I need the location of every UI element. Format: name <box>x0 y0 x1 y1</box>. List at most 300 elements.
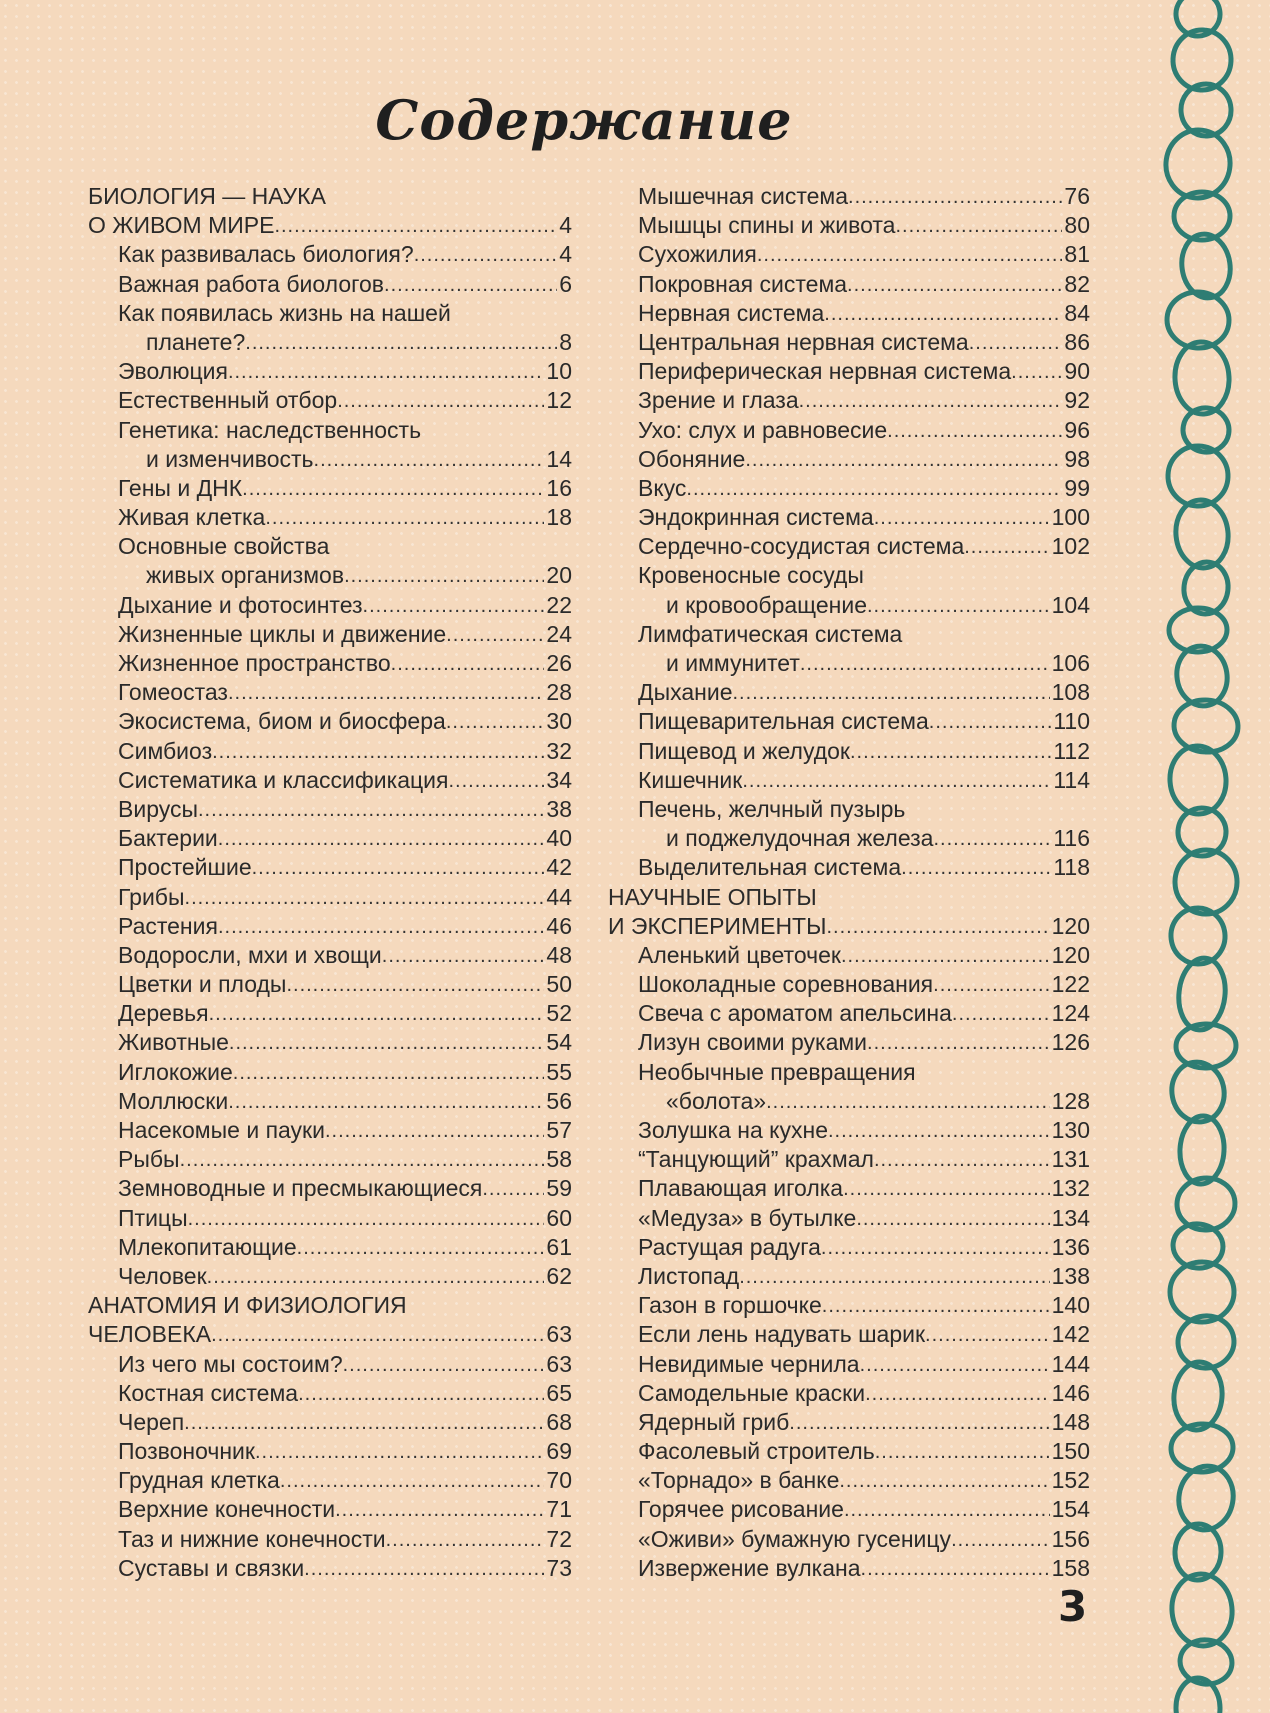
toc-entry-title: Вкус <box>638 474 687 501</box>
toc-entry <box>88 1379 572 1408</box>
toc-entry <box>88 1466 572 1495</box>
toc-entry-page: 96 <box>1064 416 1090 443</box>
toc-entry <box>88 1058 572 1087</box>
toc-dot-leader <box>867 592 1050 621</box>
toc-dot-leader <box>335 1496 544 1525</box>
toc-dot-leader <box>933 825 1051 854</box>
toc-entry <box>608 620 1090 649</box>
toc-entry <box>608 853 1090 882</box>
toc-entry-page: 150 <box>1051 1438 1090 1465</box>
toc-entry-title: И ЭКСПЕРИМЕНТЫ <box>608 912 827 939</box>
toc-entry-page: 102 <box>1051 533 1090 560</box>
toc-entry <box>88 1116 572 1145</box>
toc-dot-leader <box>198 796 544 825</box>
toc-entry-page: 24 <box>546 620 572 647</box>
toc-dot-leader <box>901 854 1051 883</box>
toc-dot-leader <box>211 1321 544 1350</box>
toc-dot-leader <box>850 738 1051 767</box>
toc-entry-title: Зрение и глаза <box>638 387 799 414</box>
toc-dot-leader <box>218 913 544 942</box>
toc-entry-page: 68 <box>546 1408 572 1435</box>
toc-entry-title: Моллюски <box>118 1087 229 1114</box>
toc-dot-leader <box>180 1146 545 1175</box>
toc-entry-page: 6 <box>559 270 572 297</box>
toc-entry <box>88 941 572 970</box>
toc-entry <box>88 532 572 561</box>
page-number: 3 <box>1058 1582 1088 1631</box>
toc-entry <box>88 1495 572 1524</box>
toc-entry <box>88 386 572 415</box>
toc-entry-title: Свеча с ароматом апельсина <box>638 1000 952 1027</box>
toc-dot-leader <box>824 300 1062 329</box>
toc-entry <box>608 445 1090 474</box>
toc-entry-page: 148 <box>1051 1408 1090 1435</box>
toc-entry-page: 112 <box>1053 737 1090 764</box>
toc-entry-title: Если лень надувать шарик <box>638 1321 926 1348</box>
toc-entry <box>608 328 1090 357</box>
toc-entry-title: Живая клетка <box>118 504 266 531</box>
toc-entry <box>88 824 572 853</box>
toc-dot-leader <box>343 1351 545 1380</box>
toc-entry-page: 16 <box>546 474 572 501</box>
toc-dot-leader <box>874 1146 1050 1175</box>
toc-dot-leader <box>1011 358 1062 387</box>
toc-entry-title: Центральная нервная система <box>638 328 969 355</box>
toc-dot-leader <box>297 1234 545 1263</box>
toc-section-heading <box>88 1320 572 1349</box>
toc-entry-title: АНАТОМИЯ И ФИЗИОЛОГИЯ <box>88 1292 407 1319</box>
toc-entry <box>608 1554 1090 1583</box>
toc-entry <box>608 1174 1090 1203</box>
toc-entry-page: 120 <box>1051 941 1090 968</box>
toc-entry <box>608 591 1090 620</box>
toc-entry-page: 12 <box>546 387 572 414</box>
toc-entry-title: Растущая радуга <box>638 1233 821 1260</box>
toc-entry-page: 130 <box>1051 1117 1090 1143</box>
toc-entry <box>608 1408 1090 1437</box>
toc-entry-page: 86 <box>1064 328 1090 355</box>
toc-entry <box>88 270 572 299</box>
toc-dot-leader <box>207 1263 545 1292</box>
toc-entry <box>608 737 1090 766</box>
toc-entry <box>608 299 1090 328</box>
toc-entry-title: «Оживи» бумажную гусеницу <box>638 1525 952 1552</box>
chain-ring <box>1170 1262 1234 1322</box>
toc-entry <box>88 416 572 445</box>
toc-entry <box>608 211 1090 240</box>
decorative-chain-border <box>1140 0 1270 1713</box>
toc-entry <box>608 357 1090 386</box>
toc-entry <box>88 445 572 474</box>
toc-entry-title: Гомеостаз <box>118 679 228 706</box>
toc-entry-title: Из чего мы состоим? <box>118 1350 343 1377</box>
toc-entry-title: Рыбы <box>118 1146 180 1173</box>
toc-dot-leader <box>228 1088 544 1117</box>
toc-entry-page: 116 <box>1053 825 1090 852</box>
toc-section-heading <box>88 182 572 211</box>
toc-entry-title: Необычные превращения <box>638 1058 916 1085</box>
toc-section-heading <box>608 883 1090 912</box>
chain-ring <box>1175 956 1228 1032</box>
toc-entry-page: 76 <box>1064 183 1090 209</box>
toc-entry-page: 18 <box>546 504 572 531</box>
toc-dot-leader <box>314 446 545 475</box>
toc-entry-title: Шоколадные соревнования <box>638 971 934 998</box>
toc-entry-page: 72 <box>546 1525 572 1552</box>
toc-entry <box>88 912 572 941</box>
toc-entry-title: и изменчивость <box>146 445 314 472</box>
toc-entry <box>88 503 572 532</box>
toc-entry-title: Жизненное пространство <box>118 650 391 676</box>
toc-entry-title: Кишечник <box>638 766 743 793</box>
toc-dot-leader <box>304 1555 544 1584</box>
toc-entry-title: Растения <box>118 912 218 939</box>
toc-entry-page: 60 <box>546 1204 572 1231</box>
toc-entry-page: 48 <box>546 941 572 968</box>
toc-entry <box>608 1204 1090 1233</box>
toc-entry-title: Печень, желчный пузырь <box>638 795 906 822</box>
toc-entry-title: Кровеносные сосуды <box>638 562 864 589</box>
toc-dot-leader <box>739 1263 1049 1292</box>
toc-dot-leader <box>951 1526 1050 1555</box>
toc-entry-page: 20 <box>546 562 572 589</box>
toc-entry <box>88 1204 572 1233</box>
toc-entry-title: Покровная система <box>638 270 848 297</box>
toc-entry-title: Череп <box>118 1408 185 1435</box>
chain-ring <box>1174 849 1237 914</box>
toc-entry <box>608 1028 1090 1057</box>
toc-entry-title: Простейшие <box>118 854 252 881</box>
toc-dot-leader <box>228 679 544 708</box>
toc-dot-leader <box>839 1467 1049 1496</box>
toc-entry-page: 55 <box>546 1058 572 1085</box>
toc-entry <box>608 1145 1090 1174</box>
toc-entry-page: 4 <box>559 212 572 239</box>
toc-dot-leader <box>448 767 544 796</box>
toc-entry-page: 158 <box>1051 1554 1090 1581</box>
toc-entry-title: Выделительная система <box>638 854 902 881</box>
toc-entry-page: 56 <box>546 1087 572 1114</box>
toc-entry-page: 136 <box>1051 1233 1090 1260</box>
toc-entry <box>88 591 572 620</box>
toc-entry <box>608 532 1090 561</box>
toc-entry-title: Как развивалась биология? <box>118 241 414 268</box>
toc-dot-leader <box>229 1029 545 1058</box>
toc-entry-title: Вирусы <box>118 795 198 822</box>
toc-dot-leader <box>255 1438 544 1467</box>
toc-column-left <box>88 182 572 1583</box>
chain-ring <box>1168 1571 1235 1649</box>
toc-entry-title: «болота» <box>666 1087 767 1114</box>
toc-entry-title: Лимфатическая система <box>638 620 903 647</box>
toc-entry-page: 63 <box>546 1321 572 1348</box>
toc-dot-leader <box>841 942 1050 971</box>
toc-dot-leader <box>757 241 1063 270</box>
toc-dot-leader <box>789 1409 1049 1438</box>
toc-entry-page: 92 <box>1064 387 1090 414</box>
toc-dot-leader <box>218 825 545 854</box>
toc-dot-leader <box>265 504 544 533</box>
toc-entry-title: Генетика: наследственность <box>118 416 422 443</box>
toc-entry-title: Насекомые и пауки <box>118 1117 325 1143</box>
toc-entry-page: 142 <box>1051 1321 1090 1348</box>
toc-entry <box>608 1291 1090 1320</box>
toc-dot-leader <box>969 329 1063 358</box>
toc-entry-title: Таз и нижние конечности <box>118 1525 386 1552</box>
toc-entry-title: и поджелудочная железа <box>666 825 934 852</box>
toc-entry-title: Земноводные и пресмыкающиеся <box>118 1175 483 1202</box>
toc-entry <box>88 1174 572 1203</box>
toc-entry <box>88 970 572 999</box>
toc-column-right <box>608 182 1090 1583</box>
toc-entry-page: 144 <box>1051 1350 1090 1377</box>
toc-entry <box>88 649 572 678</box>
toc-entry-title: Дыхание <box>638 679 733 706</box>
toc-entry <box>88 299 572 328</box>
toc-entry <box>608 1437 1090 1466</box>
toc-entry-page: 99 <box>1064 474 1090 501</box>
toc-dot-leader <box>964 533 1049 562</box>
toc-dot-leader <box>245 329 557 358</box>
toc-dot-leader <box>228 358 544 387</box>
toc-entry <box>88 678 572 707</box>
toc-entry-page: 73 <box>546 1554 572 1581</box>
toc-section-heading <box>608 912 1090 941</box>
toc-dot-leader <box>686 475 1062 504</box>
toc-entry-title: Мышечная система <box>638 183 849 209</box>
toc-entry-page: 146 <box>1051 1379 1090 1406</box>
toc-entry <box>88 1145 572 1174</box>
toc-entry-page: 62 <box>546 1262 572 1289</box>
toc-dot-leader <box>826 913 1049 942</box>
toc-dot-leader <box>391 650 545 679</box>
toc-entry <box>608 1262 1090 1291</box>
toc-dot-leader <box>446 621 544 650</box>
toc-entry <box>608 1058 1090 1087</box>
toc-entry-page: 22 <box>546 591 572 618</box>
toc-dot-leader <box>286 971 544 1000</box>
toc-entry <box>608 386 1090 415</box>
toc-dot-leader <box>847 271 1062 300</box>
toc-entry-title: Ядерный гриб <box>638 1408 790 1435</box>
toc-entry-page: 134 <box>1051 1204 1090 1231</box>
toc-section-heading <box>88 1291 572 1320</box>
toc-entry <box>88 1525 572 1554</box>
toc-entry-page: 108 <box>1051 679 1090 706</box>
toc-entry <box>88 853 572 882</box>
toc-dot-leader <box>848 183 1062 212</box>
toc-entry-title: НАУЧНЫЕ ОПЫТЫ <box>608 883 817 910</box>
toc-entry-title: Верхние конечности <box>118 1496 336 1523</box>
toc-entry-title: Грибы <box>118 883 185 910</box>
toc-entry <box>608 999 1090 1028</box>
toc-entry <box>88 240 572 269</box>
toc-entry-page: 126 <box>1051 1029 1090 1056</box>
toc-dot-leader <box>363 592 545 621</box>
toc-entry <box>88 474 572 503</box>
toc-entry <box>608 1233 1090 1262</box>
toc-entry-page: 26 <box>546 650 572 676</box>
toc-entry <box>608 766 1090 795</box>
toc-dot-leader <box>875 1438 1050 1467</box>
toc-entry-page: 104 <box>1051 591 1090 618</box>
toc-entry-title: Грудная клетка <box>118 1467 280 1494</box>
toc-entry-page: 98 <box>1064 445 1090 472</box>
page-title: Содержание <box>375 88 793 152</box>
toc-entry <box>88 795 572 824</box>
toc-entry <box>608 474 1090 503</box>
toc-dot-leader <box>212 738 544 767</box>
toc-dot-leader <box>843 1175 1050 1204</box>
toc-entry-title: Позвоночник <box>118 1438 255 1465</box>
toc-entry-page: 138 <box>1051 1262 1090 1289</box>
toc-entry-page: 10 <box>546 358 572 385</box>
toc-entry <box>608 678 1090 707</box>
toc-entry-page: 70 <box>546 1467 572 1494</box>
toc-entry-title: ЧЕЛОВЕКА <box>88 1321 212 1348</box>
toc-entry-page: 28 <box>546 679 572 706</box>
toc-entry-title: Естественный отбор <box>118 387 338 414</box>
toc-dot-leader <box>887 417 1062 446</box>
toc-entry-page: 80 <box>1064 212 1090 239</box>
toc-entry <box>88 620 572 649</box>
toc-entry <box>608 182 1090 211</box>
toc-dot-leader <box>188 1205 545 1234</box>
toc-entry-title: Эндокринная система <box>638 504 874 531</box>
toc-entry <box>88 707 572 736</box>
toc-entry-title: Животные <box>118 1029 229 1056</box>
toc-entry-page: 124 <box>1051 1000 1090 1027</box>
toc-dot-leader <box>828 1117 1050 1146</box>
toc-dot-leader <box>821 1234 1050 1263</box>
toc-dot-leader <box>325 1117 544 1146</box>
toc-entry-title: Костная система <box>118 1379 299 1406</box>
toc-dot-leader <box>874 504 1050 533</box>
toc-entry-page: 71 <box>546 1496 572 1523</box>
toc-section-heading <box>88 211 572 240</box>
toc-entry-page: 34 <box>546 766 572 793</box>
toc-dot-leader <box>844 1496 1050 1525</box>
toc-dot-leader <box>280 1467 545 1496</box>
toc-entry-page: 156 <box>1051 1525 1090 1552</box>
toc-entry-title: Невидимые чернила <box>638 1350 860 1377</box>
chain-ring <box>1178 1115 1225 1185</box>
toc-entry <box>608 970 1090 999</box>
toc-entry-title: Сухожилия <box>638 241 757 268</box>
toc-entry <box>88 328 572 357</box>
toc-entry-page: 54 <box>546 1029 572 1056</box>
toc-entry-title: “Танцующий” крахмал <box>638 1146 874 1173</box>
toc-entry-title: Основные свойства <box>118 533 330 560</box>
toc-entry-page: 38 <box>546 795 572 822</box>
toc-entry-page: 14 <box>546 445 572 472</box>
toc-entry-title: Лизун своими руками <box>638 1029 868 1056</box>
toc-entry-page: 46 <box>546 912 572 939</box>
toc-entry-page: 84 <box>1064 299 1090 326</box>
toc-entry-title: и кровообращение <box>666 591 867 618</box>
toc-entry-title: Дыхание и фотосинтез <box>118 591 363 618</box>
toc-entry-page: 110 <box>1053 708 1090 735</box>
chain-ring <box>1168 744 1229 816</box>
toc-entry-title: Обоняние <box>638 445 746 472</box>
toc-entry-title: Бактерии <box>118 825 218 852</box>
toc-entry-page: 120 <box>1051 912 1090 939</box>
toc-dot-leader <box>860 1351 1050 1380</box>
toc-entry <box>608 1525 1090 1554</box>
toc-entry <box>88 999 572 1028</box>
toc-entry-page: 52 <box>546 1000 572 1027</box>
toc-entry-page: 4 <box>559 241 572 268</box>
toc-entry <box>88 883 572 912</box>
toc-entry-title: Цветки и плоды <box>118 971 287 998</box>
toc-entry <box>88 766 572 795</box>
toc-dot-leader <box>745 446 1062 475</box>
toc-entry <box>88 1028 572 1057</box>
toc-entry-title: Газон в горшочке <box>638 1292 822 1319</box>
toc-dot-leader <box>952 1000 1050 1029</box>
toc-entry-title: планете? <box>146 328 246 355</box>
toc-entry <box>608 1116 1090 1145</box>
toc-entry-page: 50 <box>546 971 572 998</box>
toc-entry <box>88 737 572 766</box>
toc-dot-leader <box>184 1409 544 1438</box>
toc-entry-title: и иммунитет <box>666 650 800 676</box>
toc-entry-page: 122 <box>1051 971 1090 998</box>
toc-entry-page: 58 <box>546 1146 572 1173</box>
toc-dot-leader <box>799 387 1063 416</box>
toc-dot-leader <box>344 562 544 591</box>
toc-dot-leader <box>861 1555 1050 1584</box>
toc-entry <box>608 240 1090 269</box>
toc-dot-leader <box>867 1029 1050 1058</box>
toc-entry-page: 140 <box>1051 1292 1090 1319</box>
toc-entry-page: 40 <box>546 825 572 852</box>
toc-dot-leader <box>865 1380 1050 1409</box>
toc-dot-leader <box>822 1292 1050 1321</box>
toc-entry <box>608 503 1090 532</box>
toc-entry-page: 42 <box>546 854 572 881</box>
toc-dot-leader <box>482 1175 544 1204</box>
toc-dot-leader <box>337 387 544 416</box>
toc-entry-page: 32 <box>546 737 572 764</box>
toc-dot-leader <box>298 1380 544 1409</box>
toc-dot-leader <box>895 212 1062 241</box>
toc-entry <box>88 1087 572 1116</box>
toc-entry-title: Птицы <box>118 1204 188 1231</box>
toc-entry-page: 100 <box>1051 504 1090 531</box>
toc-entry-page: 128 <box>1051 1087 1090 1114</box>
toc-entry-page: 59 <box>546 1175 572 1202</box>
toc-entry-page: 81 <box>1064 241 1090 268</box>
toc-entry <box>88 1437 572 1466</box>
toc-entry-title: Гены и ДНК <box>118 474 243 501</box>
toc-dot-leader <box>856 1205 1049 1234</box>
toc-entry-title: Млекопитающие <box>118 1233 297 1260</box>
toc-dot-leader <box>386 1526 545 1555</box>
toc-entry <box>88 561 572 590</box>
toc-entry-title: Плавающая иголка <box>638 1175 844 1202</box>
toc-dot-leader <box>242 475 544 504</box>
toc-entry-title: Деревья <box>118 1000 209 1027</box>
toc-dot-leader <box>384 271 557 300</box>
toc-entry-title: Мышцы спины и живота <box>638 212 896 239</box>
toc-entry-title: Важная работа биологов <box>118 270 385 297</box>
toc-entry-title: живых организмов <box>146 562 345 589</box>
toc-entry <box>608 1379 1090 1408</box>
toc-entry-title: Самодельные краски <box>638 1379 866 1406</box>
toc-entry-title: Периферическая нервная система <box>638 358 1012 385</box>
toc-entry <box>88 1262 572 1291</box>
